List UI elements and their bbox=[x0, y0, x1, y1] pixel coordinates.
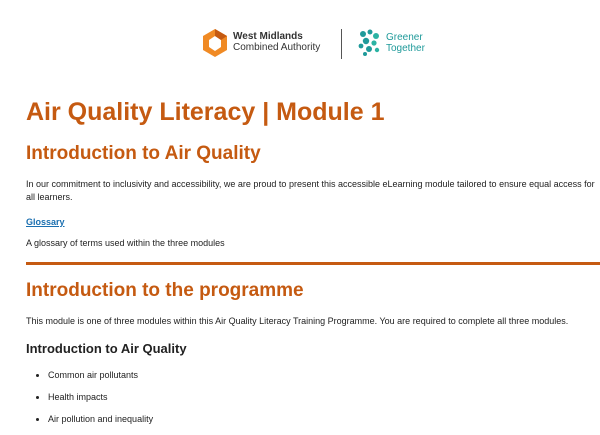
wmca-name bbox=[233, 31, 320, 53]
list-item: • Health impacts bbox=[48, 391, 153, 404]
greener-together-line2: Together bbox=[386, 43, 425, 54]
header-divider bbox=[341, 29, 342, 59]
greener-together-logo-icon bbox=[357, 29, 383, 57]
intro-heading: Introduction to Air Quality bbox=[26, 143, 261, 164]
wmca-logo-icon bbox=[200, 28, 230, 58]
section-divider bbox=[26, 262, 600, 265]
programme-subheading: Introduction to Air Quality bbox=[26, 341, 187, 356]
list-item: • Common air pollutants bbox=[48, 369, 153, 382]
wmca-name-line1: West Midlands bbox=[233, 31, 303, 42]
greener-together-line1: Greener bbox=[386, 32, 423, 43]
list-item: • Air pollution and inequality bbox=[48, 413, 153, 426]
intro-body: In our commitment to inclusivity and accessibility, we are proud to present this accessible eLearning module tailored to ensure equal access for all learners. bbox=[26, 179, 595, 202]
glossary-link[interactable]: Glossary bbox=[26, 217, 65, 227]
programme-body: This module is one of three modules within this Air Quality Literacy Training Programme. You are required to complete all three modules. bbox=[26, 316, 569, 326]
topics-list bbox=[26, 369, 153, 435]
greener-together-name bbox=[386, 32, 425, 54]
page-header bbox=[0, 26, 600, 62]
glossary-description: A glossary of terms used within the three modules bbox=[26, 238, 225, 248]
page-title: Air Quality Literacy | Module 1 bbox=[26, 98, 385, 126]
wmca-name-line2: Combined Authority bbox=[233, 42, 321, 53]
programme-heading: Introduction to the programme bbox=[26, 280, 304, 301]
